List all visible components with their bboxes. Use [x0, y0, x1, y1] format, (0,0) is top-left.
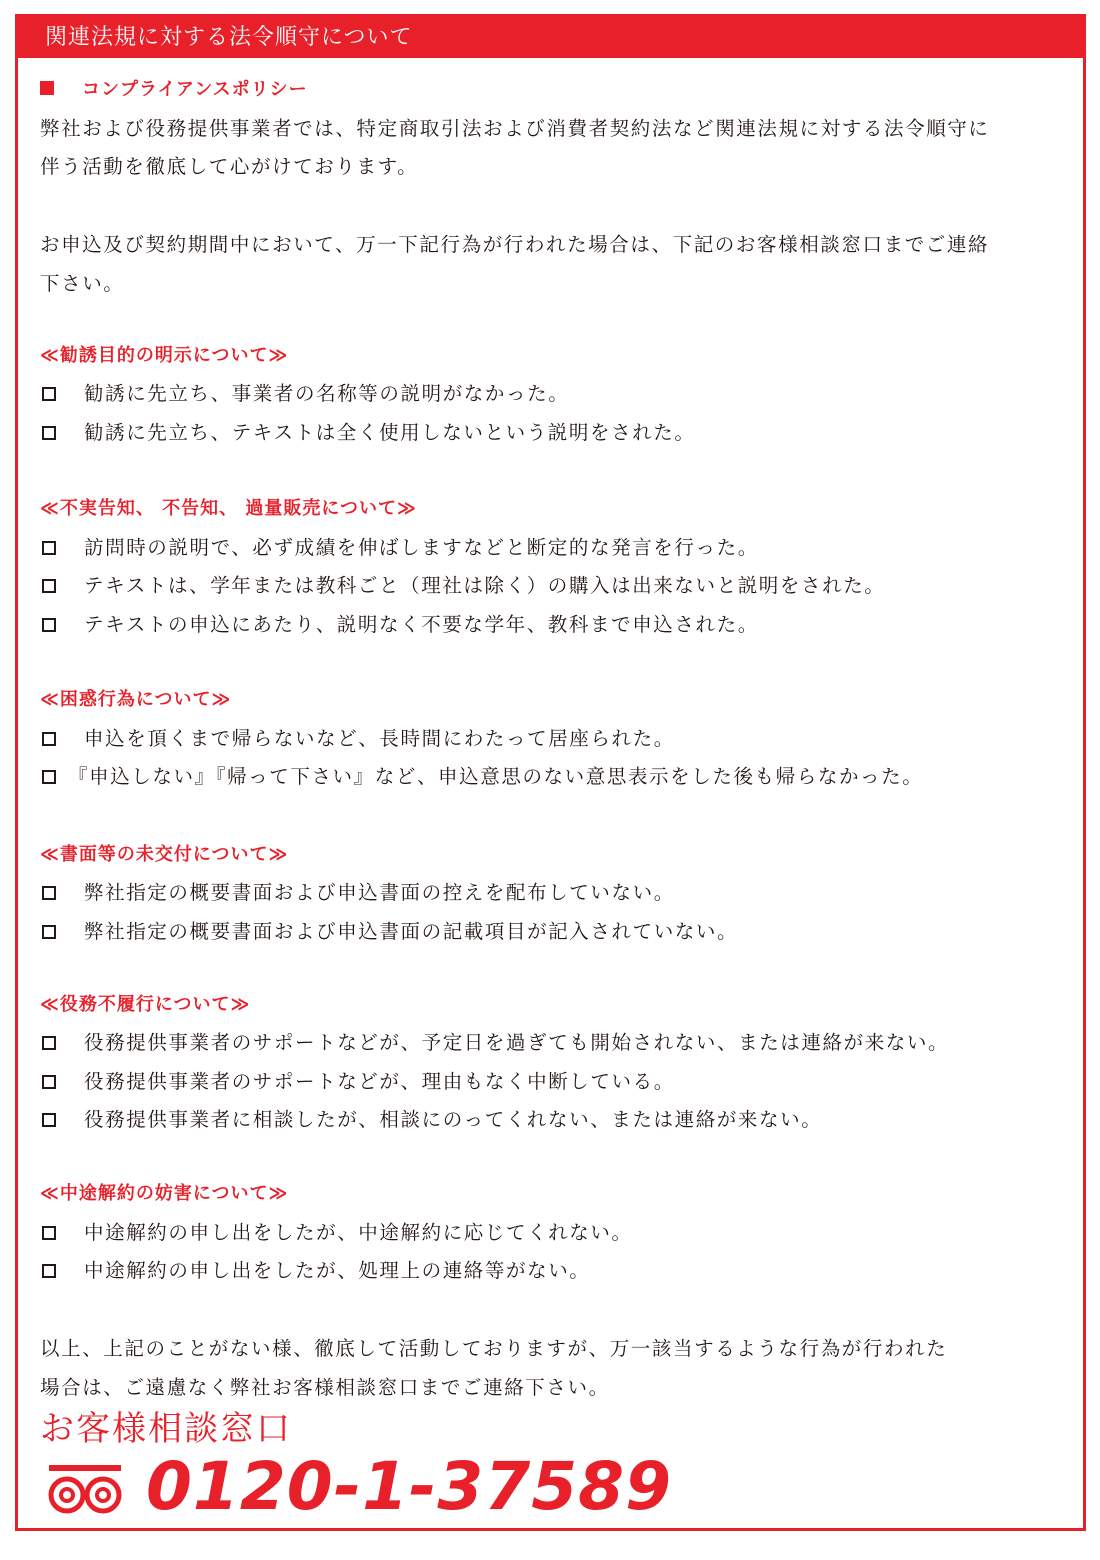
checkbox-icon[interactable]: [42, 579, 56, 593]
checklist-item: [40, 881, 1070, 905]
checklist-item-text: 申込を頂くまで帰らないなど、長時間にわたって居座られた。: [84, 727, 675, 750]
page-title: 関連法規に対する法令順守について: [45, 25, 413, 50]
checklist-item: [40, 382, 1070, 406]
checklist-item-text: 弊社指定の概要書面および申込書面の記載項目が記入されていない。: [84, 920, 739, 943]
checklist-item-text: 中途解約の申し出をしたが、処理上の連絡等がない。: [84, 1259, 591, 1282]
checklist-item: [40, 1070, 1070, 1094]
checklist-item-text: 役務提供事業者に相談したが、相談にのってくれない、または連絡が来ない。: [84, 1108, 823, 1131]
checklist-item: [40, 1259, 1070, 1283]
section-heading: ≪中途解約の妨害について≫: [40, 1183, 289, 1204]
section-heading: ≪困惑行為について≫: [40, 689, 232, 710]
checkbox-icon[interactable]: [42, 1075, 56, 1089]
checklist-item: [40, 421, 1070, 445]
section-heading: ≪役務不履行について≫: [40, 994, 251, 1015]
checkbox-icon[interactable]: [42, 1113, 56, 1127]
contact-title: お客様相談窓口: [40, 1409, 292, 1449]
checkbox-icon[interactable]: [42, 387, 56, 401]
policy-paragraph-line: 伴う活動を徹底して心がけております。: [40, 155, 419, 178]
checkbox-icon[interactable]: [42, 1226, 56, 1240]
checklist-item: [40, 1221, 1070, 1245]
policy-heading: コンプライアンスポリシー: [82, 79, 308, 100]
checklist-item-text: 勧誘に先立ち、テキストは全く使用しないという説明をされた。: [84, 421, 696, 444]
checklist-item-text: テキストの申込にあたり、説明なく不要な学年、教科まで申込された。: [84, 613, 759, 636]
policy-paragraph-line: お申込及び契約期間中において、万一下記行為が行われた場合は、下記のお客様相談窓口までご連絡: [40, 233, 990, 256]
checklist-item: [40, 765, 1070, 789]
checkbox-icon[interactable]: [42, 886, 56, 900]
section-heading: ≪勧誘目的の明示について≫: [40, 345, 289, 366]
checklist-item: [40, 920, 1070, 944]
closing-line: 以上、上記のことがない様、徹底して活動しておりますが、万一該当するような行為が行われた: [40, 1337, 948, 1360]
section-heading: ≪不実告知、 不告知、 過量販売について≫: [40, 498, 417, 519]
closing-line: 場合は、ご遠慮なく弊社お客様相談窓口までご連絡下さい。: [40, 1376, 610, 1399]
checkbox-icon[interactable]: [42, 1264, 56, 1278]
phone-number[interactable]: 0120-1-37589: [146, 1448, 673, 1525]
checklist-item-text: 中途解約の申し出をしたが、中途解約に応じてくれない。: [84, 1221, 633, 1244]
checklist-item-text: 訪問時の説明で、必ず成績を伸ばしますなどと断定的な発言を行った。: [84, 536, 759, 559]
checklist-item-text: 弊社指定の概要書面および申込書面の控えを配布していない。: [84, 881, 675, 904]
checklist-item-text: テキストは、学年または教科ごと（理社は除く）の購入は出来ないと説明をされた。: [84, 574, 886, 597]
checkbox-icon[interactable]: [42, 618, 56, 632]
checkbox-icon[interactable]: [42, 541, 56, 555]
checklist-item: [40, 1108, 1070, 1132]
checklist-item: [40, 613, 1070, 637]
checklist-item: [40, 536, 1070, 560]
checklist-item: [40, 1031, 1070, 1055]
checklist-item-text: 勧誘に先立ち、事業者の名称等の説明がなかった。: [84, 382, 570, 405]
checkbox-icon[interactable]: [42, 925, 56, 939]
policy-paragraph-line: 弊社および役務提供事業者では、特定商取引法および消費者契約法など関連法規に対する法令順守に: [40, 117, 990, 140]
section-heading: ≪書面等の未交付について≫: [40, 844, 289, 865]
policy-paragraph-line: 下さい。: [40, 272, 125, 295]
square-bullet-icon: [40, 81, 54, 95]
checklist-item: [40, 574, 1070, 598]
checklist-item-text: 『申込しない』『帰って下さい』など、申込意思のない意思表示をした後も帰らなかった。: [68, 765, 924, 788]
checkbox-icon[interactable]: [42, 1036, 56, 1050]
free-dial-icon: [47, 1462, 123, 1514]
checklist-item-text: 役務提供事業者のサポートなどが、理由もなく中断している。: [84, 1070, 675, 1093]
checklist-item: [40, 727, 1070, 751]
checkbox-icon[interactable]: [42, 732, 56, 746]
policy-heading-row: [40, 78, 1070, 102]
checklist-item-text: 役務提供事業者のサポートなどが、予定日を過ぎても開始されない、または連絡が来ない。: [84, 1031, 950, 1054]
checkbox-icon[interactable]: [42, 770, 56, 784]
checkbox-icon[interactable]: [42, 426, 56, 440]
